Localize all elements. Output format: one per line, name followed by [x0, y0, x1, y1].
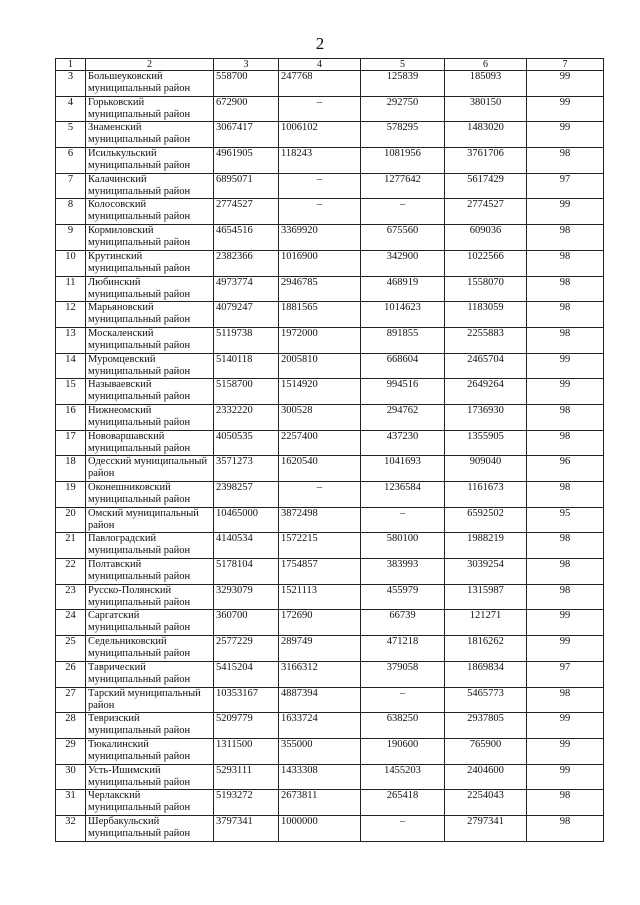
column-7-cell: 99: [527, 636, 604, 662]
page-number: 2: [315, 34, 325, 53]
row-number-cell: 3: [56, 71, 86, 97]
district-name-cell: Нижнеомский муниципальный район: [86, 404, 214, 430]
column-7-cell: 98: [527, 533, 604, 559]
column-5-cell: –: [361, 687, 445, 713]
column-5-cell: 66739: [361, 610, 445, 636]
column-3-cell: 5415204: [214, 661, 279, 687]
column-6-cell: 2404600: [445, 764, 527, 790]
column-4-cell: 2005810: [279, 353, 361, 379]
table-row: [56, 687, 604, 713]
column-3-cell: 2774527: [214, 199, 279, 225]
table-row: [56, 713, 604, 739]
column-5-cell: 379058: [361, 661, 445, 687]
column-header-6: 6: [445, 59, 527, 71]
row-number-cell: 9: [56, 225, 86, 251]
district-name-cell: Полтавский муниципальный район: [86, 559, 214, 585]
table-row: [56, 327, 604, 353]
column-3-cell: 10465000: [214, 507, 279, 533]
column-4-cell: 2946785: [279, 276, 361, 302]
column-3-cell: 3797341: [214, 815, 279, 841]
column-5-cell: 1081956: [361, 148, 445, 174]
district-name-cell: Русско-Полянский муниципальный район: [86, 584, 214, 610]
column-5-cell: 580100: [361, 533, 445, 559]
column-3-cell: 1311500: [214, 738, 279, 764]
table-row: [56, 661, 604, 687]
column-4-cell: 1754857: [279, 559, 361, 585]
row-number-cell: 25: [56, 636, 86, 662]
district-name-cell: Горьковский муниципальный район: [86, 96, 214, 122]
column-6-cell: 609036: [445, 225, 527, 251]
column-7-cell: 99: [527, 71, 604, 97]
column-7-cell: 98: [527, 225, 604, 251]
district-name-cell: Шербакульский муниципальный район: [86, 815, 214, 841]
table-row: [56, 430, 604, 456]
column-3-cell: 360700: [214, 610, 279, 636]
column-6-cell: 5465773: [445, 687, 527, 713]
table-row: [56, 302, 604, 328]
column-3-cell: 672900: [214, 96, 279, 122]
column-7-cell: 98: [527, 148, 604, 174]
column-4-cell: –: [279, 96, 361, 122]
column-6-cell: 2649264: [445, 379, 527, 405]
column-6-cell: 1988219: [445, 533, 527, 559]
table-row: [56, 559, 604, 585]
column-5-cell: 1277642: [361, 173, 445, 199]
column-6-cell: 765900: [445, 738, 527, 764]
row-number-cell: 16: [56, 404, 86, 430]
column-7-cell: 98: [527, 327, 604, 353]
table-header-row: [56, 59, 604, 71]
column-3-cell: 2398257: [214, 482, 279, 508]
column-7-cell: 98: [527, 584, 604, 610]
column-3-cell: 3571273: [214, 456, 279, 482]
column-4-cell: 355000: [279, 738, 361, 764]
column-6-cell: 5617429: [445, 173, 527, 199]
column-6-cell: 2937805: [445, 713, 527, 739]
column-3-cell: 558700: [214, 71, 279, 97]
column-6-cell: 1355905: [445, 430, 527, 456]
district-name-cell: Саргатский муниципальный район: [86, 610, 214, 636]
column-3-cell: 3293079: [214, 584, 279, 610]
table-row: [56, 173, 604, 199]
row-number-cell: 21: [56, 533, 86, 559]
column-3-cell: 4973774: [214, 276, 279, 302]
table-row: [56, 533, 604, 559]
table-row: [56, 482, 604, 508]
data-table: [55, 58, 604, 842]
row-number-cell: 15: [56, 379, 86, 405]
column-4-cell: 1433308: [279, 764, 361, 790]
district-name-cell: Нововаршавский муниципальный район: [86, 430, 214, 456]
column-7-cell: 95: [527, 507, 604, 533]
row-number-cell: 29: [56, 738, 86, 764]
column-4-cell: 247768: [279, 71, 361, 97]
column-6-cell: 2465704: [445, 353, 527, 379]
column-4-cell: 1620540: [279, 456, 361, 482]
column-6-cell: 2774527: [445, 199, 527, 225]
column-3-cell: 4961905: [214, 148, 279, 174]
row-number-cell: 22: [56, 559, 86, 585]
column-4-cell: 3166312: [279, 661, 361, 687]
district-name-cell: Оконешниковский муниципальный район: [86, 482, 214, 508]
district-name-cell: Тевризский муниципальный район: [86, 713, 214, 739]
column-5-cell: 383993: [361, 559, 445, 585]
column-4-cell: 1972000: [279, 327, 361, 353]
column-4-cell: 2673811: [279, 790, 361, 816]
column-header-4: 4: [279, 59, 361, 71]
column-6-cell: 2254043: [445, 790, 527, 816]
column-4-cell: 1633724: [279, 713, 361, 739]
column-3-cell: 5209779: [214, 713, 279, 739]
column-5-cell: 455979: [361, 584, 445, 610]
column-6-cell: 909040: [445, 456, 527, 482]
column-4-cell: –: [279, 482, 361, 508]
table-row: [56, 636, 604, 662]
column-3-cell: 5140118: [214, 353, 279, 379]
column-3-cell: 4050535: [214, 430, 279, 456]
column-header-2: 2: [86, 59, 214, 71]
column-5-cell: 1014623: [361, 302, 445, 328]
district-name-cell: Омский муниципальный район: [86, 507, 214, 533]
column-6-cell: 121271: [445, 610, 527, 636]
district-name-cell: Любинский муниципальный район: [86, 276, 214, 302]
district-name-cell: Калачинский муниципальный район: [86, 173, 214, 199]
column-7-cell: 97: [527, 173, 604, 199]
table-row: [56, 764, 604, 790]
column-6-cell: 1869834: [445, 661, 527, 687]
table-row: [56, 610, 604, 636]
row-number-cell: 26: [56, 661, 86, 687]
column-3-cell: 10353167: [214, 687, 279, 713]
row-number-cell: 20: [56, 507, 86, 533]
column-5-cell: 675560: [361, 225, 445, 251]
table-row: [56, 276, 604, 302]
column-7-cell: 96: [527, 456, 604, 482]
row-number-cell: 17: [56, 430, 86, 456]
column-7-cell: 98: [527, 815, 604, 841]
column-4-cell: 3872498: [279, 507, 361, 533]
column-5-cell: 668604: [361, 353, 445, 379]
district-name-cell: Тарский муниципальный район: [86, 687, 214, 713]
column-6-cell: 1183059: [445, 302, 527, 328]
row-number-cell: 31: [56, 790, 86, 816]
district-name-cell: Называевский муниципальный район: [86, 379, 214, 405]
row-number-cell: 27: [56, 687, 86, 713]
column-3-cell: 2332220: [214, 404, 279, 430]
row-number-cell: 4: [56, 96, 86, 122]
column-header-3: 3: [214, 59, 279, 71]
table-row: [56, 584, 604, 610]
column-6-cell: 1558070: [445, 276, 527, 302]
column-4-cell: 118243: [279, 148, 361, 174]
column-3-cell: 5293111: [214, 764, 279, 790]
district-name-cell: Усть-Ишимский муниципальный район: [86, 764, 214, 790]
column-5-cell: 190600: [361, 738, 445, 764]
table-row: [56, 96, 604, 122]
column-4-cell: 4887394: [279, 687, 361, 713]
column-5-cell: 1236584: [361, 482, 445, 508]
column-4-cell: 2257400: [279, 430, 361, 456]
row-number-cell: 8: [56, 199, 86, 225]
column-7-cell: 98: [527, 790, 604, 816]
column-7-cell: 99: [527, 353, 604, 379]
column-4-cell: 1521113: [279, 584, 361, 610]
column-5-cell: –: [361, 815, 445, 841]
table-row: [56, 353, 604, 379]
column-5-cell: 265418: [361, 790, 445, 816]
table-row: [56, 815, 604, 841]
column-7-cell: 98: [527, 430, 604, 456]
column-7-cell: 98: [527, 276, 604, 302]
column-3-cell: 5178104: [214, 559, 279, 585]
row-number-cell: 23: [56, 584, 86, 610]
table-row: [56, 148, 604, 174]
row-number-cell: 11: [56, 276, 86, 302]
column-5-cell: 578295: [361, 122, 445, 148]
district-name-cell: Павлоградский муниципальный район: [86, 533, 214, 559]
district-name-cell: Марьяновский муниципальный район: [86, 302, 214, 328]
district-name-cell: Таврический муниципальный район: [86, 661, 214, 687]
column-header-5: 5: [361, 59, 445, 71]
column-3-cell: 5193272: [214, 790, 279, 816]
column-7-cell: 99: [527, 610, 604, 636]
column-4-cell: 1006102: [279, 122, 361, 148]
row-number-cell: 10: [56, 250, 86, 276]
column-header-1: 1: [56, 59, 86, 71]
table-row: [56, 122, 604, 148]
district-name-cell: Крутинский муниципальный район: [86, 250, 214, 276]
column-4-cell: –: [279, 173, 361, 199]
column-7-cell: 98: [527, 404, 604, 430]
column-7-cell: 98: [527, 250, 604, 276]
column-6-cell: 1736930: [445, 404, 527, 430]
row-number-cell: 6: [56, 148, 86, 174]
column-3-cell: 4079247: [214, 302, 279, 328]
table-row: [56, 404, 604, 430]
column-4-cell: –: [279, 199, 361, 225]
column-7-cell: 99: [527, 199, 604, 225]
column-3-cell: 3067417: [214, 122, 279, 148]
row-number-cell: 28: [56, 713, 86, 739]
column-7-cell: 97: [527, 661, 604, 687]
column-5-cell: 342900: [361, 250, 445, 276]
column-header-7: 7: [527, 59, 604, 71]
column-3-cell: 4654516: [214, 225, 279, 251]
table-row: [56, 225, 604, 251]
table-row: [56, 379, 604, 405]
column-5-cell: 471218: [361, 636, 445, 662]
row-number-cell: 24: [56, 610, 86, 636]
column-6-cell: 1161673: [445, 482, 527, 508]
column-3-cell: 4140534: [214, 533, 279, 559]
column-4-cell: 300528: [279, 404, 361, 430]
district-name-cell: Москаленский муниципальный район: [86, 327, 214, 353]
district-name-cell: Одесский муниципальный район: [86, 456, 214, 482]
column-5-cell: 1455203: [361, 764, 445, 790]
row-number-cell: 13: [56, 327, 86, 353]
table-row: [56, 250, 604, 276]
row-number-cell: 14: [56, 353, 86, 379]
column-5-cell: 292750: [361, 96, 445, 122]
column-7-cell: 98: [527, 482, 604, 508]
column-5-cell: 891855: [361, 327, 445, 353]
district-name-cell: Тюкалинский муниципальный район: [86, 738, 214, 764]
column-7-cell: 99: [527, 379, 604, 405]
column-6-cell: 2255883: [445, 327, 527, 353]
column-5-cell: 437230: [361, 430, 445, 456]
row-number-cell: 7: [56, 173, 86, 199]
column-4-cell: 1514920: [279, 379, 361, 405]
district-name-cell: Большеуковский муниципальный район: [86, 71, 214, 97]
column-6-cell: 1816262: [445, 636, 527, 662]
column-6-cell: 185093: [445, 71, 527, 97]
column-3-cell: 2577229: [214, 636, 279, 662]
column-4-cell: 1000000: [279, 815, 361, 841]
column-7-cell: 99: [527, 96, 604, 122]
column-4-cell: 1016900: [279, 250, 361, 276]
column-3-cell: 5119738: [214, 327, 279, 353]
column-5-cell: 1041693: [361, 456, 445, 482]
column-6-cell: 2797341: [445, 815, 527, 841]
column-5-cell: 638250: [361, 713, 445, 739]
column-3-cell: 2382366: [214, 250, 279, 276]
table-row: [56, 790, 604, 816]
column-4-cell: 1881565: [279, 302, 361, 328]
table-row: [56, 507, 604, 533]
column-6-cell: 1483020: [445, 122, 527, 148]
table-row: [56, 71, 604, 97]
column-7-cell: 99: [527, 122, 604, 148]
row-number-cell: 5: [56, 122, 86, 148]
table-row: [56, 199, 604, 225]
column-4-cell: 3369920: [279, 225, 361, 251]
district-name-cell: Черлакский муниципальный район: [86, 790, 214, 816]
district-name-cell: Колосовский муниципальный район: [86, 199, 214, 225]
column-5-cell: 994516: [361, 379, 445, 405]
row-number-cell: 32: [56, 815, 86, 841]
column-5-cell: –: [361, 507, 445, 533]
table-row: [56, 738, 604, 764]
column-5-cell: 125839: [361, 71, 445, 97]
column-6-cell: 6592502: [445, 507, 527, 533]
row-number-cell: 12: [56, 302, 86, 328]
column-7-cell: 98: [527, 302, 604, 328]
column-7-cell: 98: [527, 687, 604, 713]
column-6-cell: 3761706: [445, 148, 527, 174]
row-number-cell: 18: [56, 456, 86, 482]
row-number-cell: 30: [56, 764, 86, 790]
column-5-cell: 468919: [361, 276, 445, 302]
column-3-cell: 5158700: [214, 379, 279, 405]
column-4-cell: 1572215: [279, 533, 361, 559]
district-name-cell: Знаменский муниципальный район: [86, 122, 214, 148]
column-4-cell: 289749: [279, 636, 361, 662]
column-6-cell: 1315987: [445, 584, 527, 610]
column-7-cell: 99: [527, 738, 604, 764]
column-6-cell: 1022566: [445, 250, 527, 276]
column-4-cell: 172690: [279, 610, 361, 636]
district-name-cell: Муромцевский муниципальный район: [86, 353, 214, 379]
column-6-cell: 3039254: [445, 559, 527, 585]
column-3-cell: 6895071: [214, 173, 279, 199]
table-row: [56, 456, 604, 482]
column-7-cell: 99: [527, 713, 604, 739]
district-name-cell: Седельниковский муниципальный район: [86, 636, 214, 662]
row-number-cell: 19: [56, 482, 86, 508]
column-6-cell: 380150: [445, 96, 527, 122]
column-5-cell: 294762: [361, 404, 445, 430]
district-name-cell: Кормиловский муниципальный район: [86, 225, 214, 251]
column-7-cell: 98: [527, 559, 604, 585]
district-name-cell: Исилькульский муниципальный район: [86, 148, 214, 174]
column-5-cell: –: [361, 199, 445, 225]
column-7-cell: 99: [527, 764, 604, 790]
